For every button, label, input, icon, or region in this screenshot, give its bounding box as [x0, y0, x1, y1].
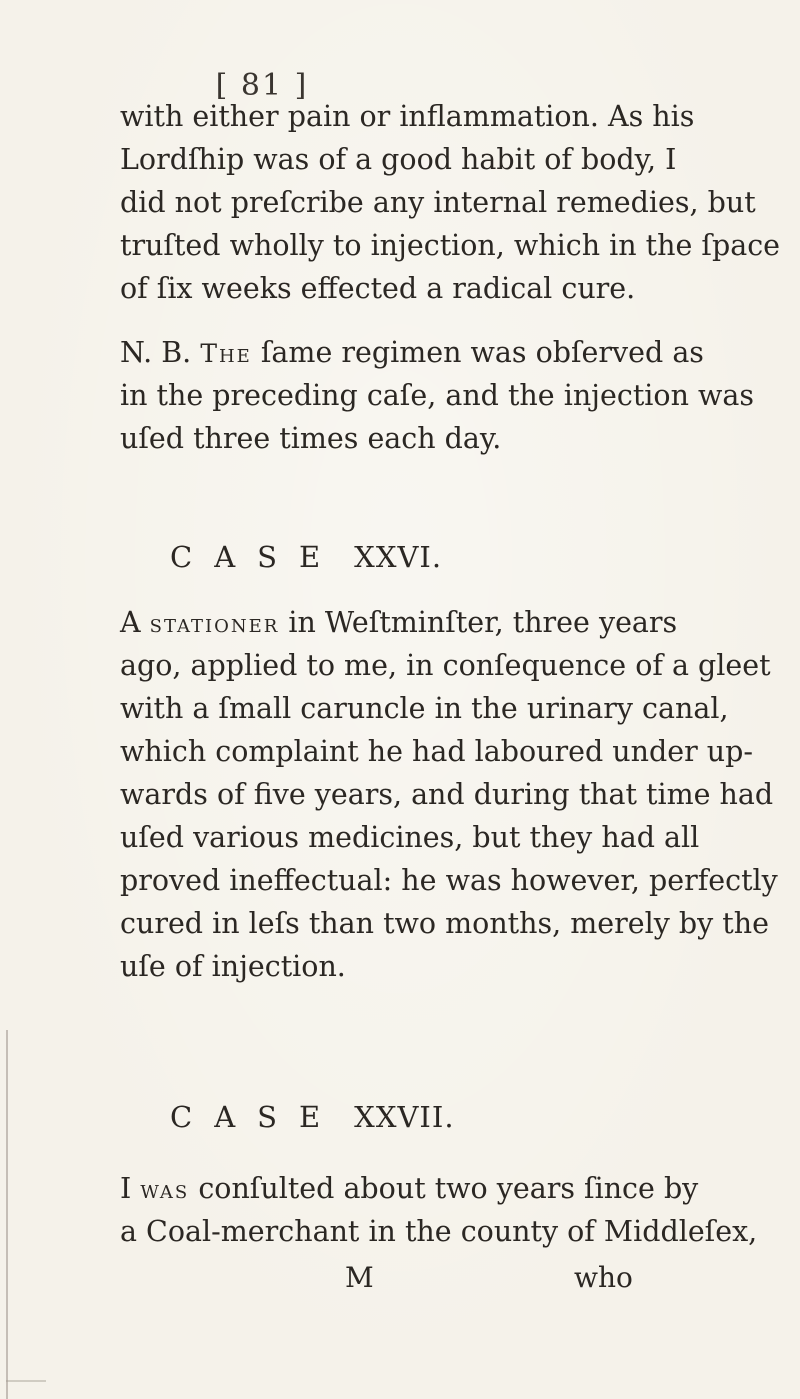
note-smallcaps-word: The — [200, 339, 252, 368]
note-label: N. B. — [120, 336, 192, 369]
text-line: ago, applied to me, in conſequence of a gleet — [120, 649, 771, 682]
text-line: a Coal-merchant in the county of Middleſex, — [120, 1215, 758, 1248]
drop-word: I — [120, 1172, 132, 1205]
text-line: with a ſmall caruncle in the urinary canal, — [120, 692, 729, 725]
text-line: with either pain or inflammation. As his — [120, 100, 695, 133]
page-gutter-shadow — [6, 1030, 8, 1399]
case-heading-number: XXVI. — [354, 540, 443, 574]
case-26-heading — [170, 540, 443, 574]
drop-word: A — [120, 606, 141, 639]
page-number: [ 81 ] — [215, 68, 309, 103]
case-27-first-line — [120, 1172, 699, 1205]
text-line: cured in leſs than two months, merely by the — [120, 907, 769, 940]
text-line: of ſix weeks effected a radical cure. — [120, 272, 636, 305]
case-26-first-line — [120, 606, 678, 639]
text-line: in the preceding caſe, and the injection was — [120, 379, 754, 412]
page-corner-edge — [6, 1380, 46, 1382]
text-line: wards of five years, and during that time had — [120, 778, 774, 811]
note-first-line — [120, 336, 704, 369]
text-line: uſe of injection. — [120, 950, 346, 983]
case-heading-word: CASE — [170, 540, 343, 574]
smallcaps-word: was — [140, 1175, 190, 1204]
text-line: which complaint he had laboured under up- — [120, 735, 754, 768]
text-line: proved ineffectual: he was however, perfectly — [120, 864, 778, 897]
smallcaps-word: stationer — [149, 609, 280, 638]
text-line: Lordſhip was of a good habit of body, I — [120, 143, 677, 176]
case-heading-word: CASE — [170, 1100, 343, 1134]
text-line: truſted wholly to injection, which in the ſpace — [120, 229, 781, 262]
signature-mark: M — [345, 1261, 374, 1294]
line-rest: conſulted about two years ſince by — [189, 1172, 699, 1205]
text-line: uſed three times each day. — [120, 422, 502, 455]
note-line-rest: ſame regimen was obſerved as — [251, 336, 704, 369]
case-27-heading — [170, 1100, 455, 1134]
text-line: uſed various medicines, but they had all — [120, 821, 700, 854]
line-rest: in Weſtminſter, three years — [279, 606, 678, 639]
text-line: did not preſcribe any internal remedies, but — [120, 186, 756, 219]
case-heading-number: XXVII. — [354, 1100, 455, 1134]
catchword: who — [574, 1261, 633, 1294]
